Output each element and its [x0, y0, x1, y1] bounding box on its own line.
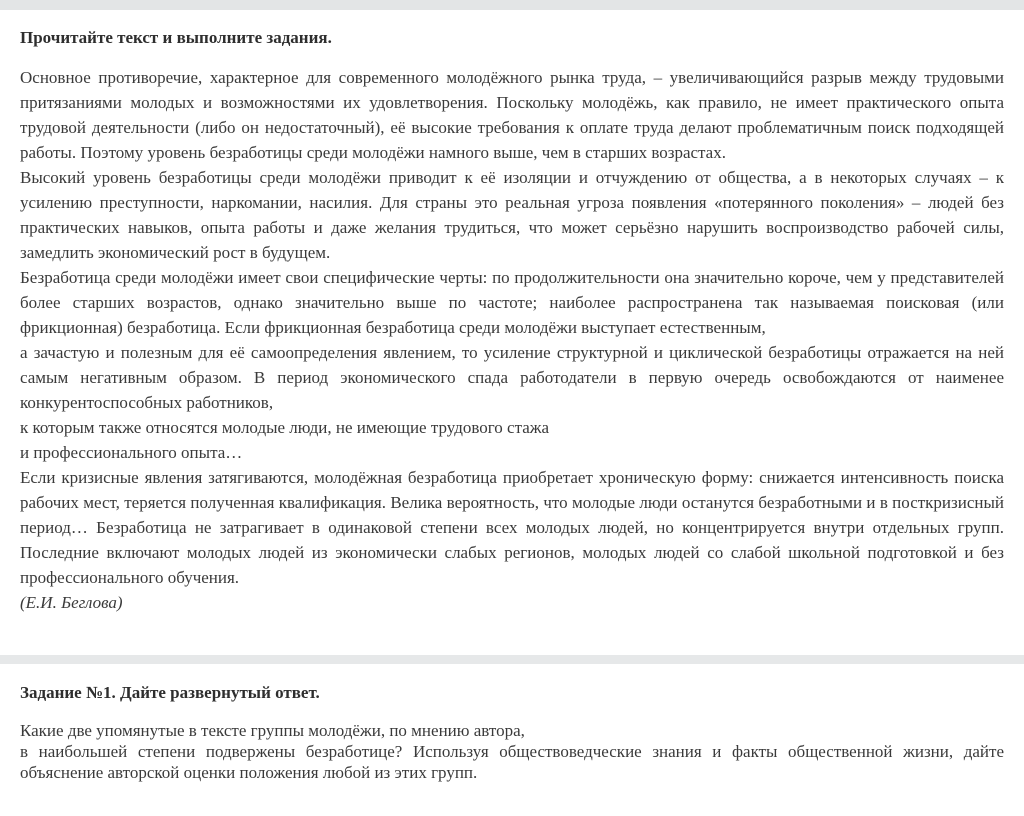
top-bar: [0, 0, 1024, 10]
task-question-line-1: Какие две упомянутые в тексте группы молодёжи, по мнению автора,: [20, 721, 525, 740]
author-citation: (Е.И. Беглова): [20, 593, 123, 612]
paragraph-3: Безработица среди молодёжи имеет свои специфические черты: по продолжительности она значительно короче, чем у представителей более старших возрастов, однако значительно выше по частоте; наиболее распространена так называемая поисковая (или фрикционная) безработица. Если фрикционная безработица среди молодёжи выступает естественным,: [20, 268, 1004, 337]
reading-instruction: Прочитайте текст и выполните задания.: [20, 28, 332, 47]
paragraph-1: Основное противоречие, характерное для современного молодёжного рынка труда, – увеличивающийся разрыв между трудовыми притязаниями молодых и возможностями их удовлетворения. Поскольку молодёжь, как правило, не имеет практического опыта трудовой деятельности (либо он недостаточный), её высокие требования к оплате труда делают проблематичным поиск подходящей работы. Поэтому уровень безработицы среди молодёжи намного выше, чем в старших возрастах.: [20, 68, 1004, 162]
paragraph-7: Если кризисные явления затягиваются, молодёжная безработица приобретает хроническую форму: снижается интенсивность поиска рабочих мест, теряется полученная квалификация. Велика вероятность, что молодые люди останутся безработными и в посткризисный период… Безработица не затрагивает в одинаковой степени всех молодых людей, но концентрируется внутри отдельных групп. Последние включают молодых людей из экономически слабых регионов, молодых людей со слабой школьной подготовкой и без профессионального обучения.: [20, 468, 1004, 587]
paragraph-2: Высокий уровень безработицы среди молодёжи приводит к её изоляции и отчуждению от общества, а в некоторых случаях – к усилению преступности, наркомании, насилия. Для страны это реальная угроза появления «потерянного поколения» – людей без практических навыков, опыта работы и даже желания трудиться, что может серьёзно нарушить воспроизводство рабочей силы, замедлить экономический рост в будущем.: [20, 168, 1004, 262]
task-question-line-2: в наибольшей степени подвержены безработице? Используя обществоведческие знания и факты общественной жизни, дайте объяснение авторской оценки положения любой из этих групп.: [20, 742, 1004, 782]
task-title: Задание №1. Дайте развернутый ответ.: [20, 683, 320, 702]
reading-card: [0, 10, 1024, 655]
paragraph-4: а зачастую и полезным для её самоопределения явлением, то усиление структурной и циклической безработицы отражается на ней самым негативным образом. В период экономического спада работодатели в первую очередь освобождаются от наименее конкурентоспособных работников,: [20, 343, 1004, 412]
paragraph-6: и профессионального опыта…: [20, 443, 243, 462]
paragraph-5: к которым также относятся молодые люди, не имеющие трудового стажа: [20, 418, 550, 437]
task-card: [0, 664, 1024, 816]
